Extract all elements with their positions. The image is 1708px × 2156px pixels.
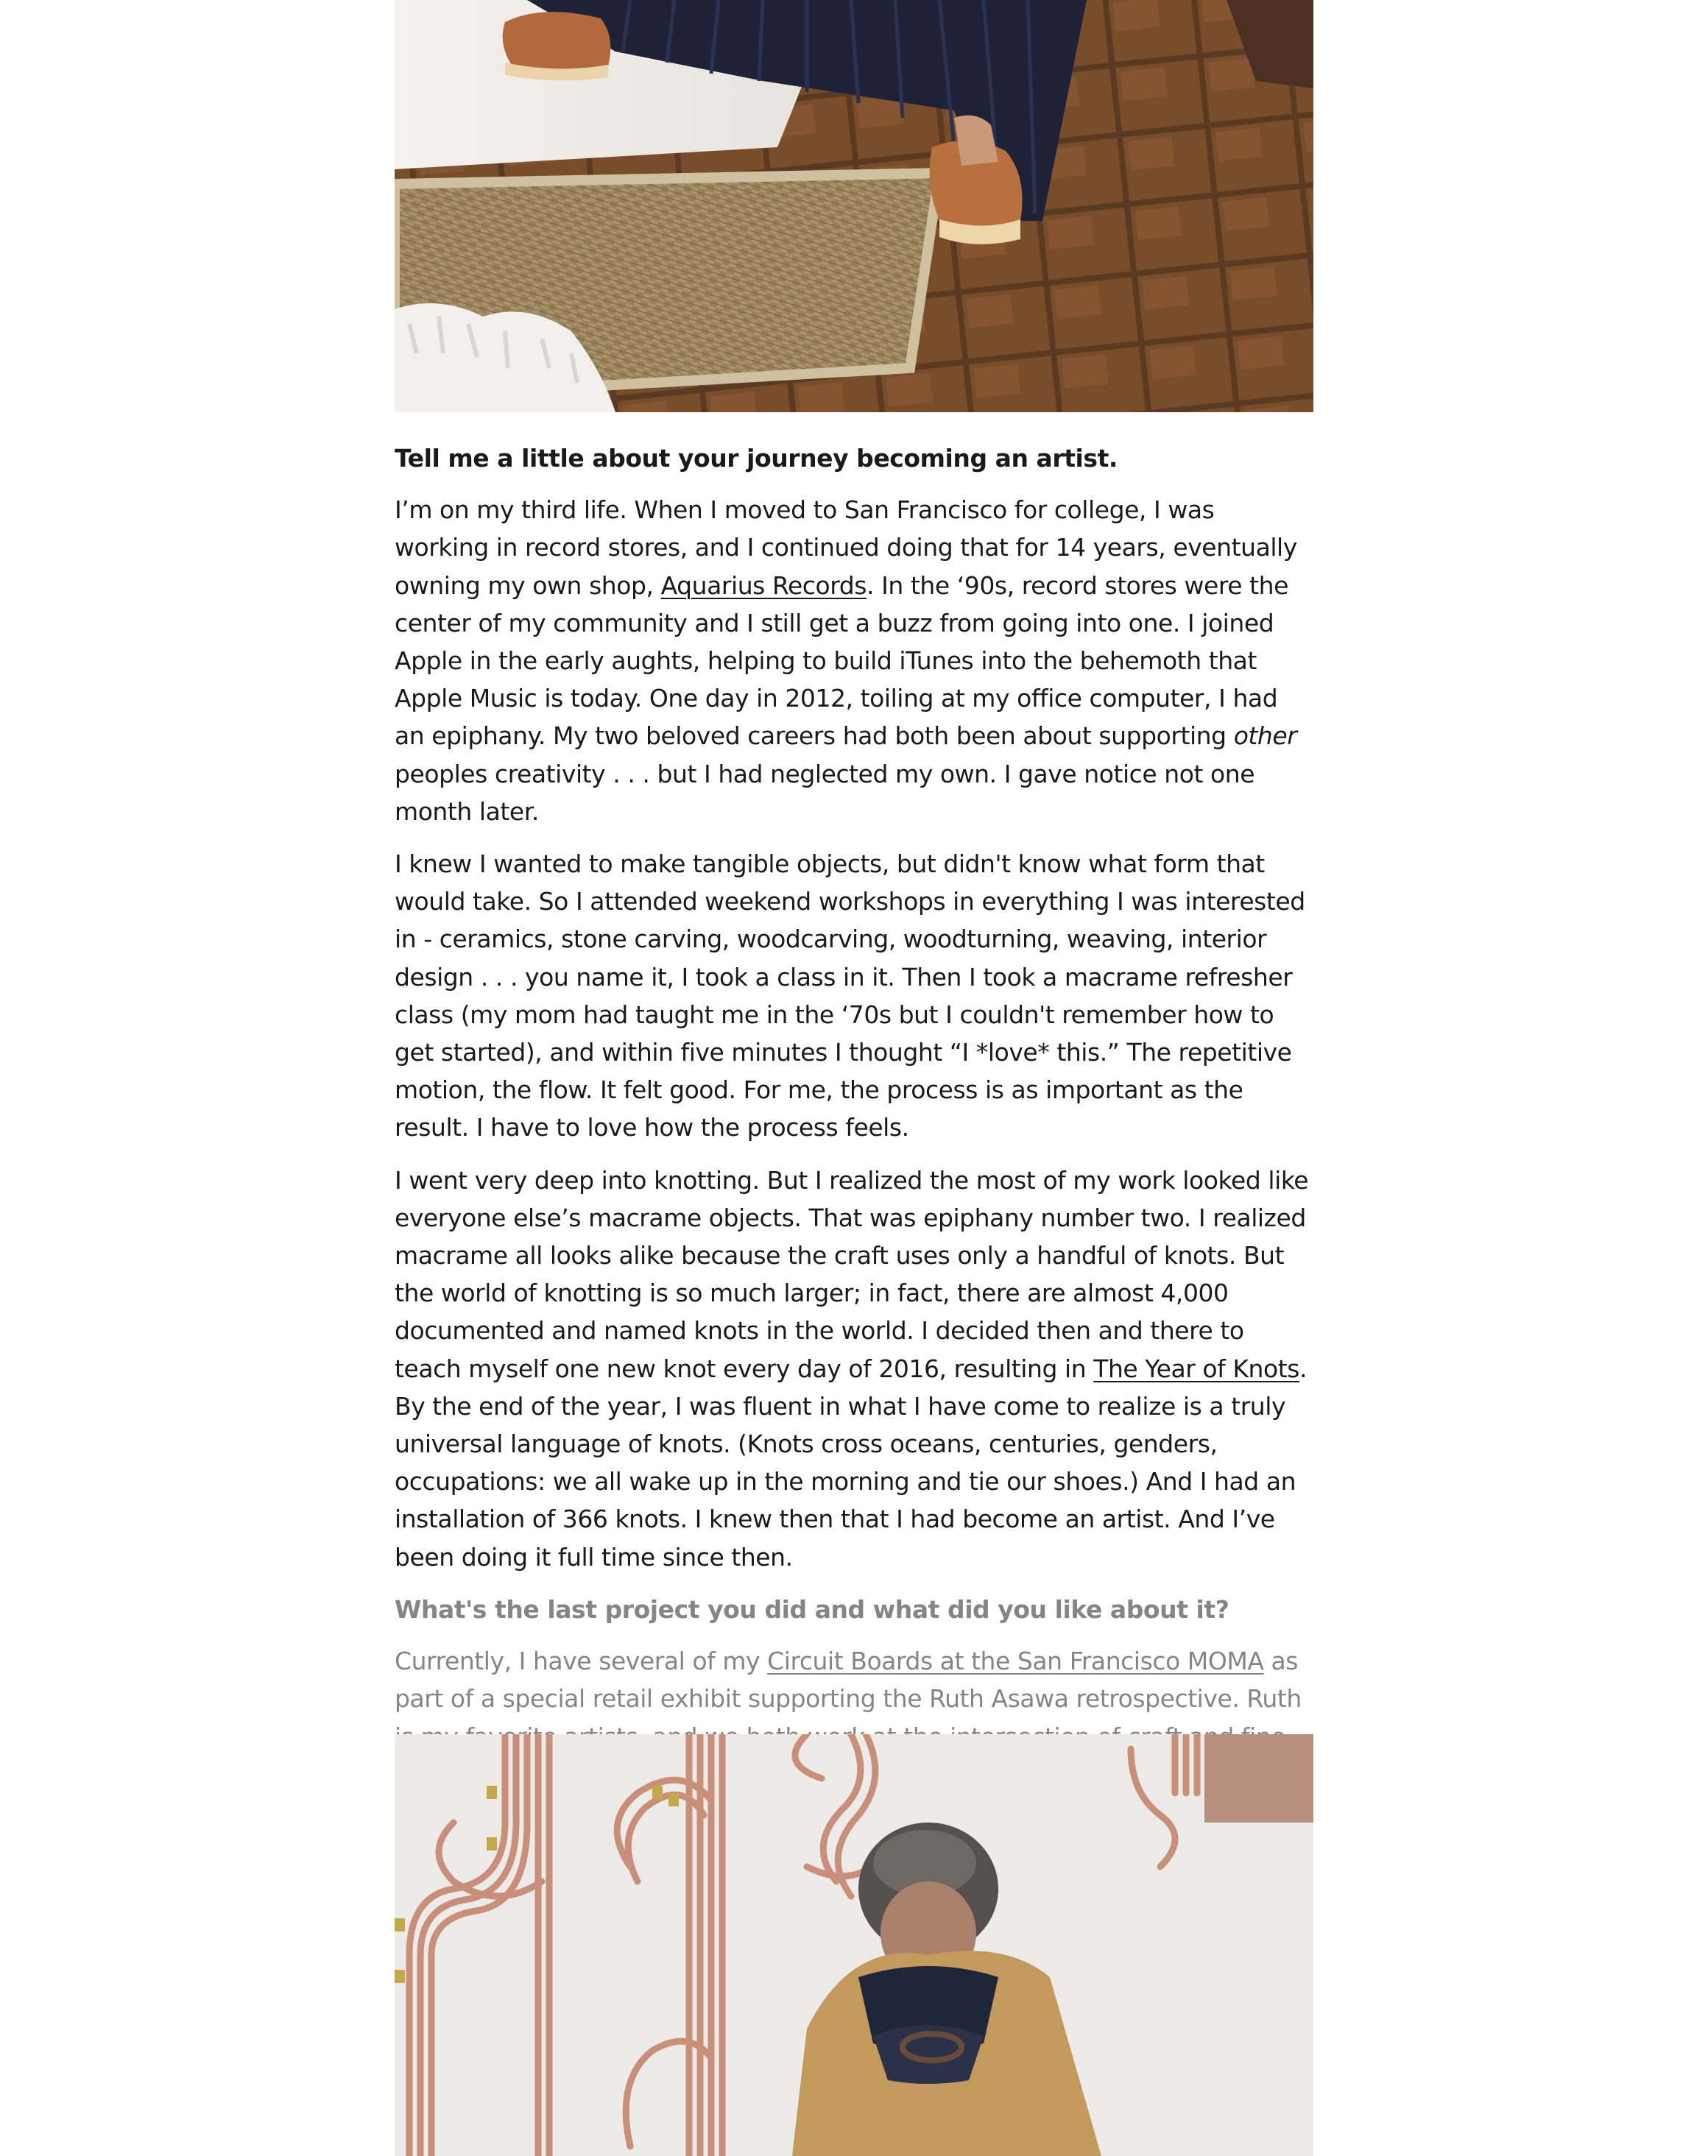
answer-text: I went very deep into knotting. But I realized the most of my work looked like everyone else’s macrame objects. That was epiphany number two. I realized macrame all looks alike because the craft uses only a handful of knots. But the world of knotting is so much larger; in fact, there are almost 4,000 documented and named knots in the world. I decided then and there to teach myself one new knot every day of 2016, resulting in	[395, 1165, 1309, 1383]
answer-text: . By the end of the year, I was fluent in what I have come to realize is a truly universal language of knots. (Knots cross oceans, centuries, genders, occupations: we all wake up in the morning and tie our shoes.) And I had an installation of 366 knots. I knew then that I had become an artist. And I’ve been doing it full time since then.	[395, 1354, 1308, 1572]
photo-rug-and-shoes	[395, 0, 1313, 412]
aquarius-records-link[interactable]: Aquarius Records	[660, 570, 867, 600]
answer-text: as part of a special retail exhibit supporting the Ruth Asawa retrospective. Ruth	[395, 1647, 1302, 1714]
answer-text: peoples creativity . . . but I had neglected my own. I gave notice not one month later.	[395, 759, 1255, 826]
circuit-boards-sfmoma-link[interactable]: Circuit Boards at the San Francisco MOMA	[767, 1647, 1264, 1676]
interview-body	[395, 439, 1313, 1793]
answer-text: I’m on my third life. When I moved to San Francisco for college, I was working in record stores, and I continued doing that for 14 years, eventually owning my own shop,	[395, 495, 1297, 600]
answer-journey-paragraph-1	[395, 491, 1313, 830]
answer-journey-paragraph-3	[395, 1162, 1313, 1576]
photo-rug-and-shoes-image	[395, 0, 1313, 412]
answer-journey-paragraph-2: I knew I wanted to make tangible objects, but didn't know what form that would take. So I attended weekend workshops in everything I was interested in - ceramics, stone carving, woodcarving, woodturning, weaving, interior design . . . you name it, I took a class in it. Then I took a macrame refresher class (my mom had taught me in the ‘70s but I couldn't remember how to get started), and within five minutes I thought “I *love* this.” The repetitive motion, the flow. It felt good. For me, the process is as important as the result. I have to love how the process feels.	[395, 849, 1305, 1142]
answer-text: . In the ‘90s, record stores were the center of my community and I still get a buzz from going into one. I joined Apple in the early aughts, helping to build iTunes into the behemoth that Apple Music is today. One day in 2012, toiling at my office computer, I had an epiphany. My two beloved careers had both been about supporting	[395, 570, 1288, 751]
question-journey: Tell me a little about your journey becoming an artist.	[395, 444, 1118, 473]
photo-artist-with-circuit-boards	[395, 1734, 1313, 2156]
photo-artist-with-circuit-boards-image	[395, 1734, 1313, 2156]
answer-text: Currently, I have several of my	[395, 1647, 768, 1676]
year-of-knots-link[interactable]: The Year of Knots	[1093, 1354, 1299, 1383]
question-last-project: What's the last project you did and what did you like about it?	[395, 1594, 1229, 1624]
emphasis-other: other	[1233, 721, 1297, 751]
